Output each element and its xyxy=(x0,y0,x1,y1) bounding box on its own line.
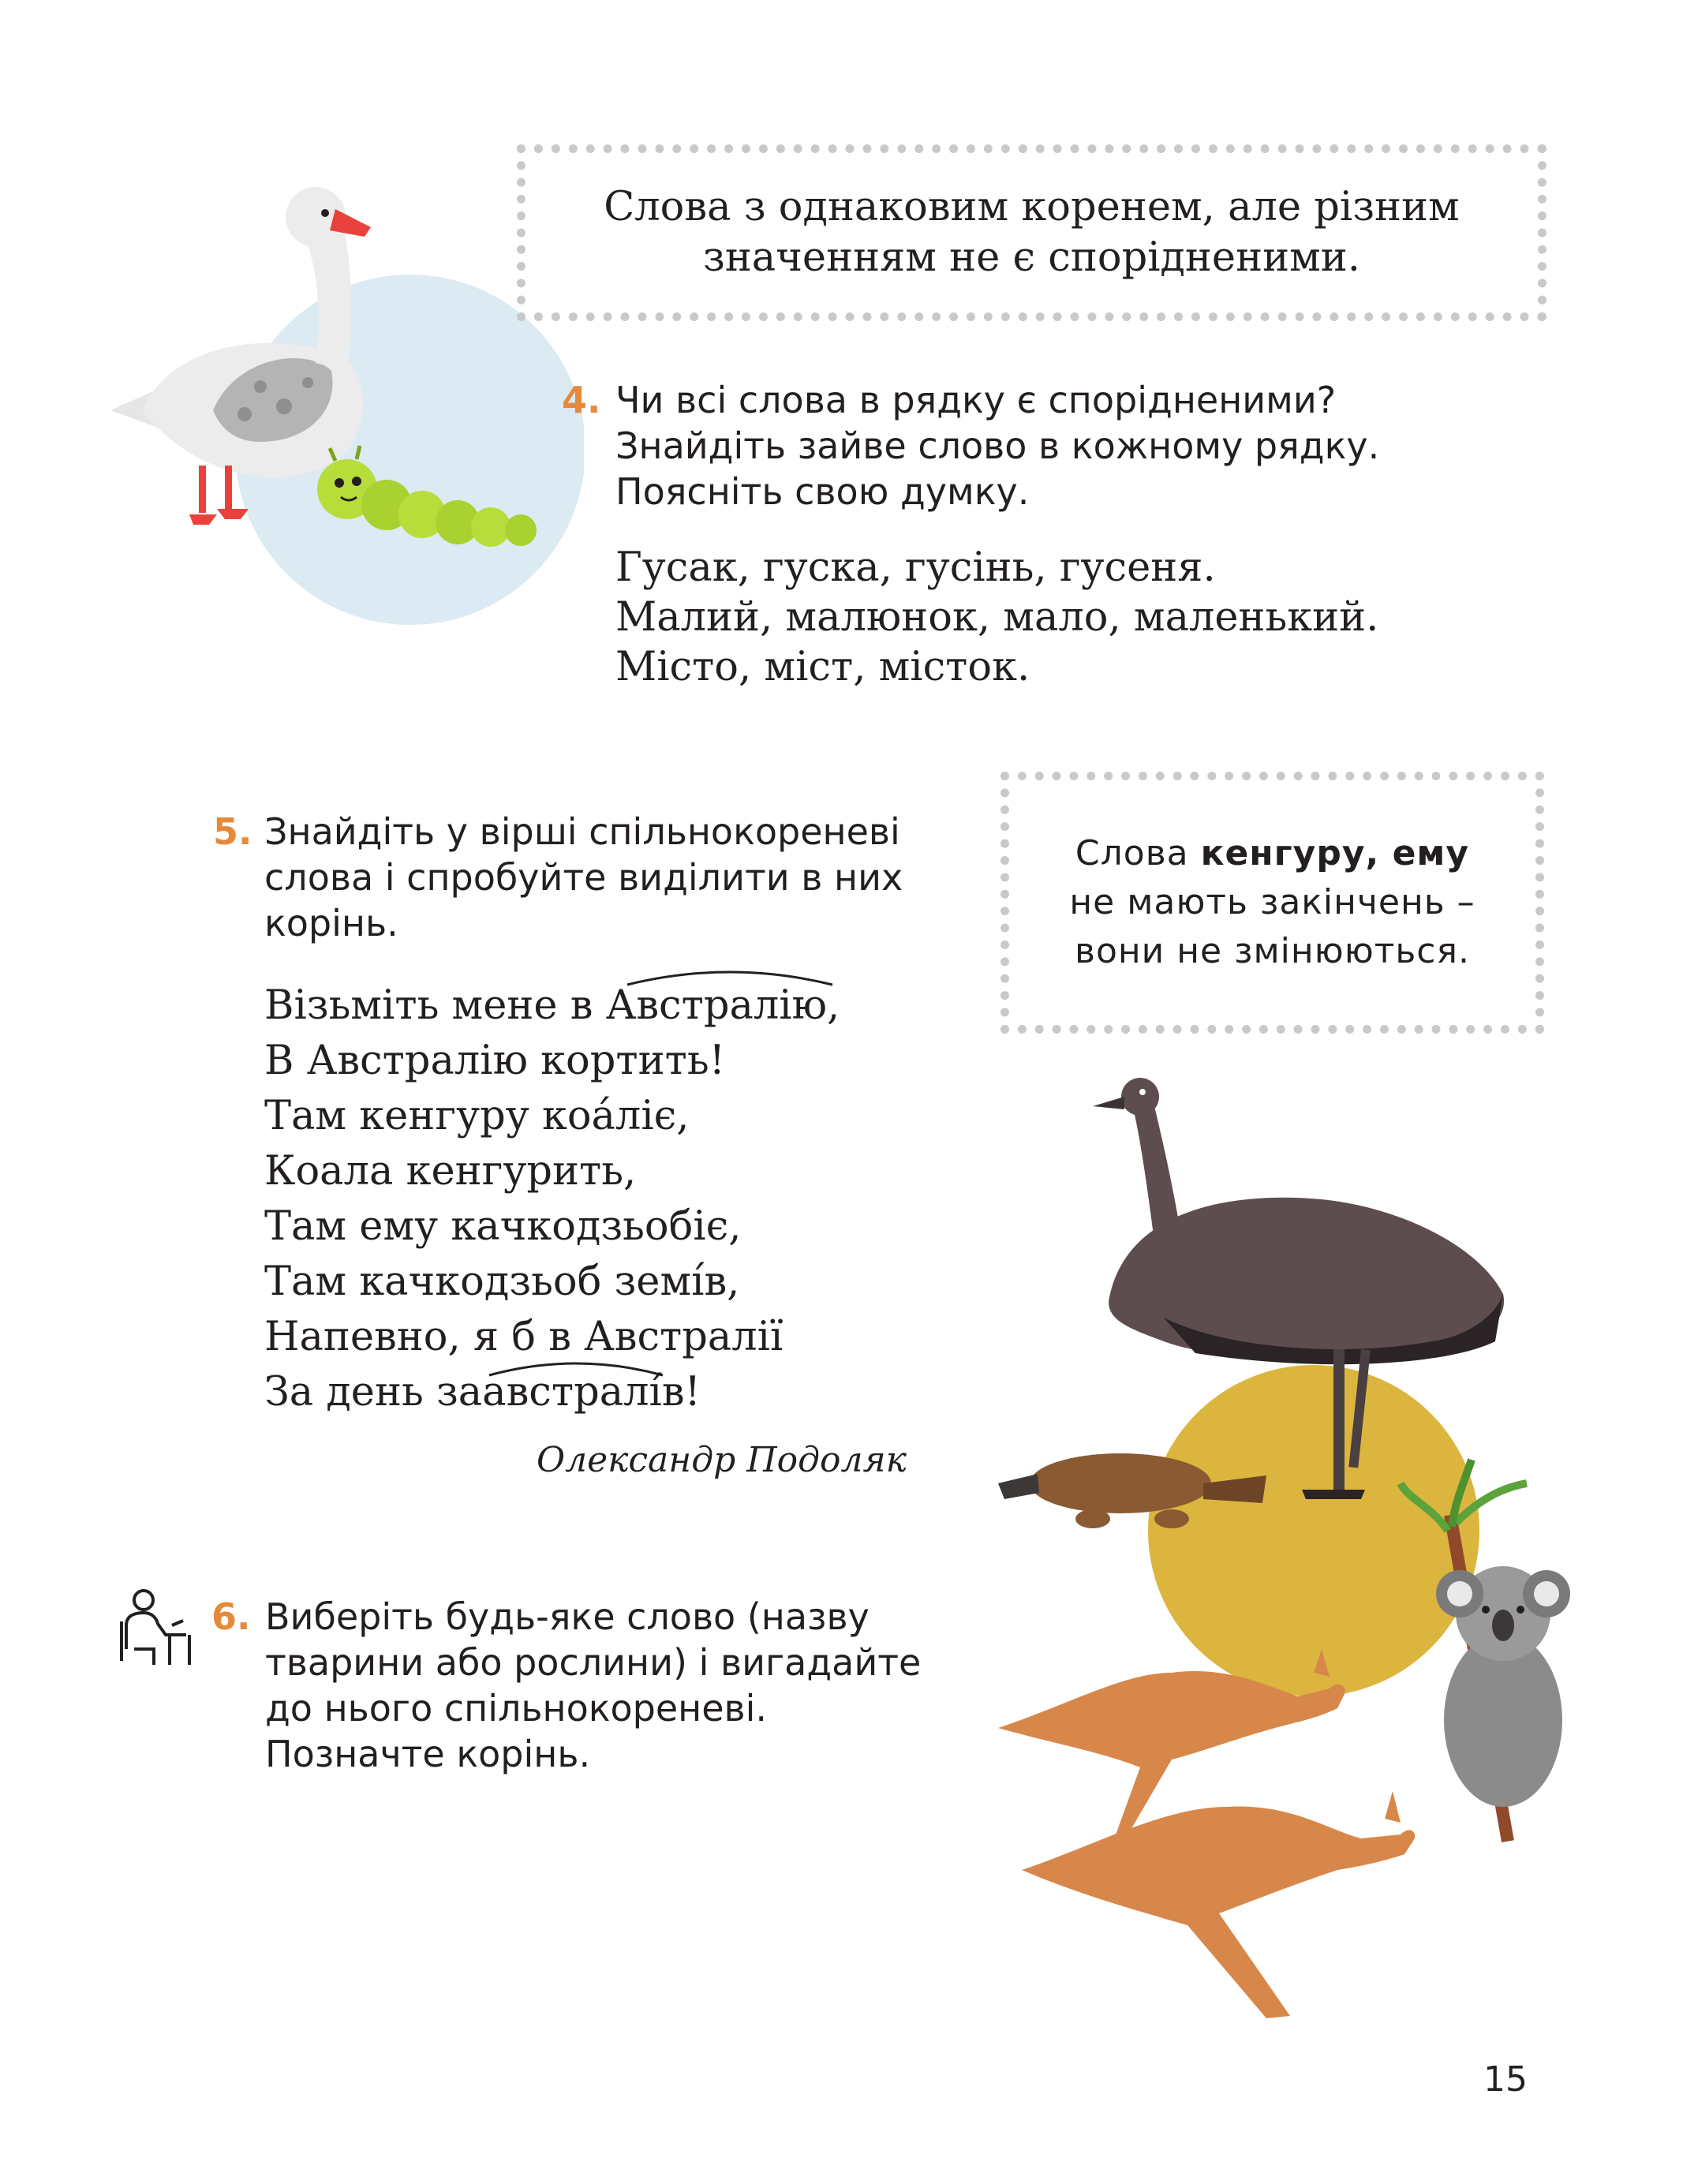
word-row: Місто, міст, місток. xyxy=(615,644,1030,690)
koala xyxy=(1436,1566,1570,1807)
task-number: 5. xyxy=(213,810,252,853)
poem-line: Коала кенгурить, xyxy=(264,1148,637,1195)
poem-line: Напевно, я б в Австралії xyxy=(264,1314,784,1360)
task-instruction xyxy=(615,377,1379,514)
instruction-line: Позначте корінь. xyxy=(265,1733,591,1775)
root-arc-zaavstraliv xyxy=(485,1355,667,1378)
instruction-line: Знайдіть зайве слово в кожному рядку. xyxy=(615,424,1380,467)
yellow-sun-circle xyxy=(1148,1365,1479,1696)
rule-line: Слова з однаковим коренем, але різним xyxy=(604,184,1460,230)
instruction-line: слова і спробуйте виділити в них xyxy=(264,856,903,899)
instruction-line: корінь. xyxy=(264,902,398,944)
poem-line: За день заавстралі́в! xyxy=(264,1369,701,1415)
rule-line: значенням не є спорідненими. xyxy=(703,234,1360,281)
rule-line-bold: кенгуру, ему xyxy=(1200,833,1470,873)
rule-box-indeclinable xyxy=(1000,772,1544,1034)
rule-box-related-words xyxy=(517,144,1546,321)
instruction-line: Чи всі слова в рядку є спорідненими? xyxy=(615,379,1337,421)
poem-line: Там ему качкодзьобіє, xyxy=(264,1203,742,1250)
instruction-line: тварини або рослини) і вигадайте xyxy=(265,1641,922,1684)
word-rows xyxy=(615,543,1378,692)
instruction-line: Виберіть будь-яке слово (назву xyxy=(265,1595,870,1638)
root-arc-australia xyxy=(623,964,836,988)
rule-line-prefix: Слова xyxy=(1075,833,1201,873)
instruction-line: до нього спільнокореневі. xyxy=(265,1687,768,1730)
instruction-line: Поясніть свою думку. xyxy=(615,470,1030,513)
task-instruction xyxy=(265,1594,921,1777)
page-number: 15 xyxy=(1483,2059,1528,2100)
task-instruction xyxy=(264,809,903,946)
kangaroo-2 xyxy=(1022,1791,1415,2018)
word-row: Гусак, гуска, гусінь, гусеня. xyxy=(615,544,1216,591)
poem-line: Там качкодзьоб земі́в, xyxy=(264,1258,740,1305)
poem-author: Олександр Подоляк xyxy=(537,1440,907,1480)
task-number: 6. xyxy=(211,1595,251,1638)
instruction-line: Знайдіть у вірші спільнокореневі xyxy=(264,810,900,853)
rule-line: не мають закінчень – xyxy=(1069,882,1475,922)
poem-line: Там кенгуру коáліє, xyxy=(264,1093,690,1139)
student-at-desk-icon xyxy=(110,1586,197,1673)
task-number: 4. xyxy=(562,379,601,421)
poem xyxy=(264,978,840,1420)
poem-line: В Австралію кортить! xyxy=(264,1038,726,1084)
goose-caterpillar-illustration xyxy=(79,174,584,663)
poem-line: Візьміть мене в Австралію, xyxy=(264,982,840,1029)
word-row: Малий, малюнок, мало, маленький. xyxy=(615,594,1379,641)
rule-line: вони не змінюються. xyxy=(1075,931,1470,971)
australian-animals-illustration xyxy=(990,1057,1598,2036)
